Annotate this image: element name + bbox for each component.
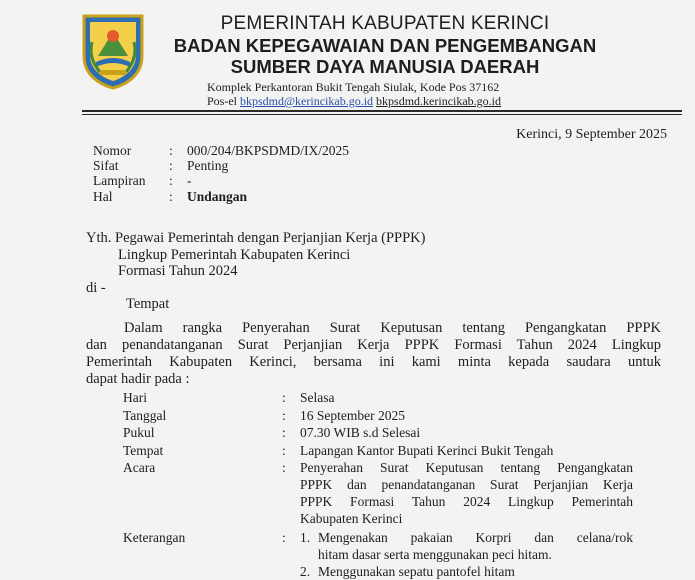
keterangan-line: hitam dasar serta menggunakan peci hitam. [318,547,552,562]
body-line: dan penandatanganan Surat Perjanjian Kerja PPPK Formasi Tahun 2024 Lingkup [86,337,661,353]
meta-label: Sifat [93,158,119,173]
letterhead-contacts [207,94,501,109]
meta-value: Penting [187,158,229,173]
recipient-line1: Yth. Pegawai Pemerintah dengan Perjanjian Kerja (PPPK) [86,230,426,246]
recipient-di: di - [86,280,106,296]
recipient-line3: Formasi Tahun 2024 [118,263,238,279]
acara-line: PPPK dan penandatanganan Surat Perjanjian Kerja [300,477,633,492]
body-line: Dalam rangka Penyerahan Surat Keputusan tentang Pengangkatan PPPK [124,320,661,336]
detail-colon: : [282,425,286,440]
detail-value: 16 September 2025 [300,408,405,423]
meta-nomor [93,143,349,159]
acara-line: Kabupaten Kerinci [300,511,403,526]
body-line: Pemerintah Kabupaten Kerinci, bersama ini kami minta kepada saudara untuk [86,354,661,370]
meta-lampiran [93,173,192,189]
detail-colon: : [282,390,286,405]
keterangan-number: 1. [300,530,311,545]
detail-label: Acara [123,460,156,475]
keterangan-number: 2. [300,564,311,579]
detail-label: Pukul [123,425,155,440]
detail-value: Lapangan Kantor Bupati Kerinci Bukit Tengah [300,443,554,458]
email-label: Pos-el [207,94,237,108]
acara-line: Penyerahan Surat Keputusan tentang Pengangkatan [300,460,633,475]
detail-colon: : [282,408,286,423]
meta-sifat [93,158,228,174]
email-link[interactable]: bkpsdmd@kerincikab.go.id [240,94,374,108]
letter-date: Kerinci, 9 September 2025 [516,127,667,142]
recipient-line2: Lingkup Pemerintah Kabupaten Kerinci [118,247,351,263]
letterhead-government: PEMERINTAH KABUPATEN KERINCI [220,13,550,34]
meta-value: - [187,173,192,188]
detail-label: Tanggal [123,408,167,423]
website-link[interactable]: bkpsdmd.kerincikab.go.id [376,94,502,108]
detail-label: Tempat [123,443,164,458]
meta-value: Undangan [187,189,248,204]
meta-colon: : [169,143,173,158]
recipient-place: Tempat [126,296,170,312]
meta-value: 000/204/BKPSDMD/IX/2025 [187,143,350,158]
body-line: dapat hadir pada : [86,371,190,387]
meta-colon: : [169,189,173,204]
meta-label: Nomor [93,143,132,158]
letterhead-agency-line2: SUMBER DAYA MANUSIA DAERAH [230,56,540,77]
keterangan-line: Menggunakan sepatu pantofel hitam [318,564,515,579]
keterangan-line: Mengenakan pakaian Korpri dan celana/rok [318,530,633,545]
meta-label: Lampiran [93,173,146,188]
letterhead-address: Komplek Perkantoran Bukit Tengah Siulak, Kode Pos 37162 [207,80,500,94]
detail-colon: : [282,443,286,458]
letterhead-rule-thick [82,110,682,112]
detail-value: 07.30 WIB s.d Selesai [300,425,421,440]
detail-colon: : [282,460,286,475]
detail-value: Selasa [300,390,335,405]
detail-colon: : [282,530,286,545]
meta-colon: : [169,173,173,188]
letterhead-agency-line1: BADAN KEPEGAWAIAN DAN PENGEMBANGAN [173,35,597,56]
acara-line: PPPK Formasi Tahun 2024 Lingkup Pemerintah [300,494,633,509]
letterhead-rule-thin [82,114,682,115]
meta-colon: : [169,158,173,173]
kerinci-emblem-icon [78,12,148,90]
detail-label: Hari [123,390,147,405]
detail-label: Keterangan [123,530,186,545]
meta-hal [93,189,247,205]
meta-label: Hal [93,189,113,204]
